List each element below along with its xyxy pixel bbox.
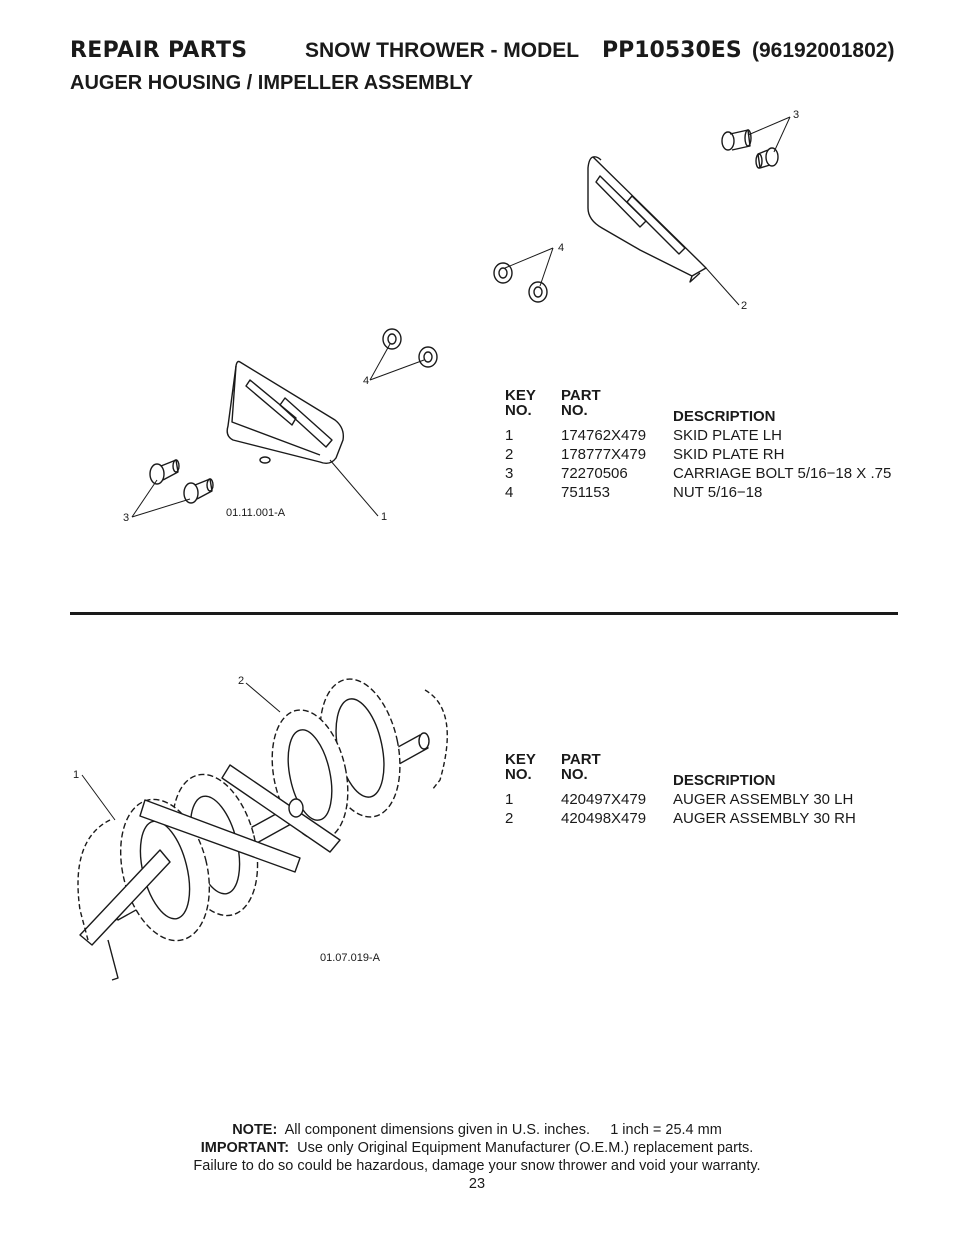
callout-3-lower: 3 [123, 512, 130, 524]
section-title: REPAIR PARTS [70, 38, 248, 63]
carriage-bolt-lower [150, 460, 213, 503]
nut-lower [383, 329, 437, 367]
auger-assembly-diagram [0, 640, 480, 1000]
diagram-1-ref-code: 01.11.001-A [226, 507, 286, 519]
header-part: PART [561, 751, 601, 768]
header-key-no: NO. [505, 402, 532, 419]
header-key-no: NO. [505, 766, 532, 783]
header-key: KEY [505, 751, 536, 768]
note-text: All component dimensions given in U.S. inches. [284, 1122, 591, 1138]
header-description: DESCRIPTION [673, 772, 776, 789]
callout-1: 1 [73, 769, 80, 781]
page-number: 23 [468, 1176, 486, 1192]
skid-plate-lh-drawing [227, 362, 343, 464]
callout-2: 2 [238, 675, 245, 687]
model-code: (96192001802) [752, 39, 895, 62]
carriage-bolt-upper [722, 130, 778, 168]
callout-4-lower: 4 [363, 375, 370, 387]
warning-text: Failure to do so could be hazardous, damage your snow thrower and void your warranty. [193, 1158, 761, 1174]
header-description: DESCRIPTION [673, 408, 776, 425]
important-label: IMPORTANT: [200, 1140, 290, 1156]
header-part-no: NO. [561, 766, 588, 783]
diagram-2-ref-code: 01.07.019-A [320, 952, 380, 964]
assembly-subtitle: AUGER HOUSING / IMPELLER ASSEMBLY [70, 72, 474, 94]
header-part-no: NO. [561, 402, 588, 419]
important-line [0, 1139, 954, 1157]
note-label: NOTE: [232, 1122, 278, 1138]
callout-2: 2 [741, 300, 748, 312]
callout-1: 1 [381, 511, 388, 523]
model-label: SNOW THROWER - MODEL [305, 39, 580, 62]
model-number: PP10530ES [602, 38, 742, 63]
callout-3-upper: 3 [793, 109, 800, 121]
skid-plate-diagram [0, 0, 954, 600]
footer-notes [0, 1121, 954, 1193]
skid-plate-rh-drawing [588, 157, 706, 282]
note-line [0, 1121, 954, 1139]
header-key: KEY [505, 387, 536, 404]
nut-upper [494, 263, 547, 302]
header-part: PART [561, 387, 601, 404]
important-text: Use only Original Equipment Manufacturer (O.E.M.) replacement parts. [297, 1140, 754, 1156]
conversion-text: 1 inch = 25.4 mm [610, 1122, 722, 1138]
callout-4-upper: 4 [558, 242, 565, 254]
section-divider [70, 612, 898, 615]
